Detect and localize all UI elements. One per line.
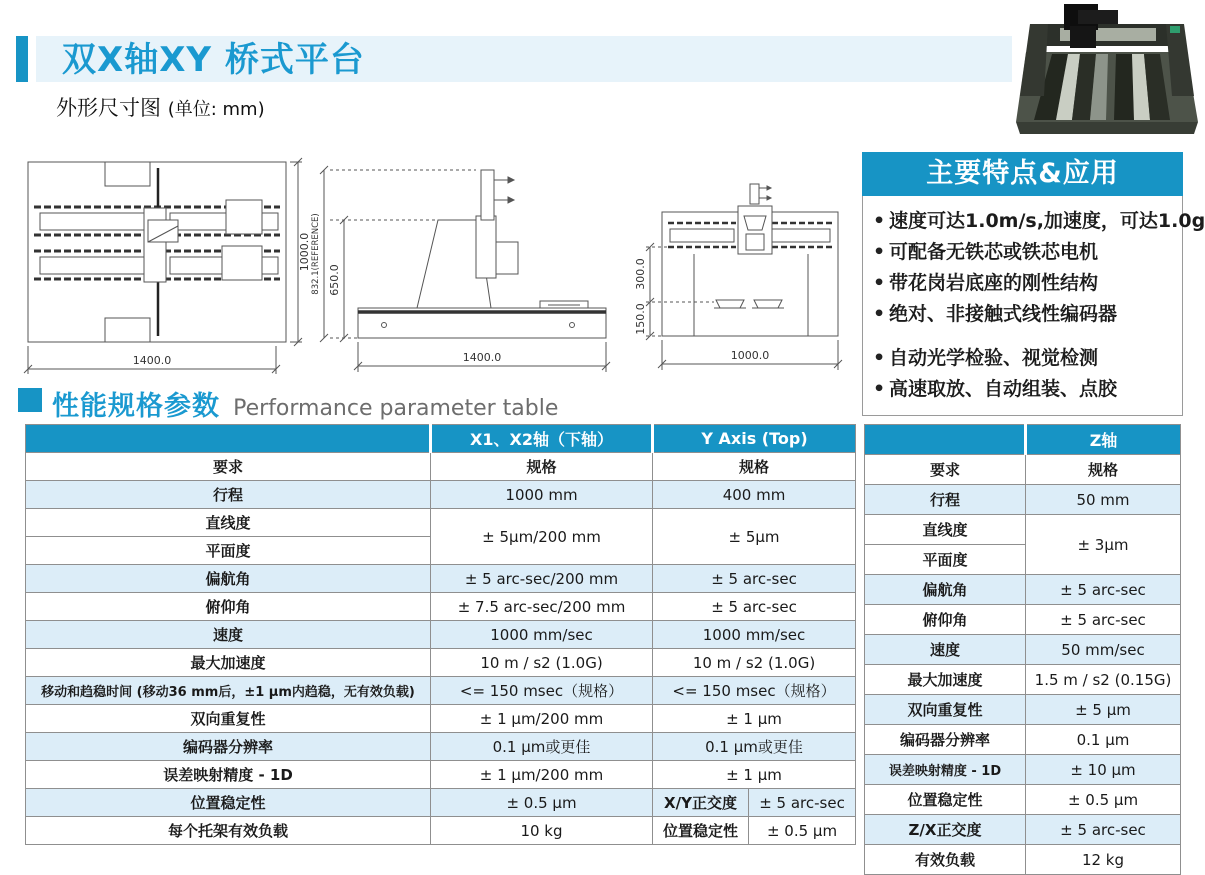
feature-text: 自动光学检验、视觉检测 bbox=[889, 347, 1099, 369]
caption-text: 外形尺寸图 bbox=[56, 96, 161, 120]
row-label: 编码器分辨率 bbox=[26, 733, 431, 761]
row-label: Z/X正交度 bbox=[865, 815, 1026, 845]
row-label: 有效负载 bbox=[865, 845, 1026, 875]
row-label: 编码器分辨率 bbox=[865, 725, 1026, 755]
bullet-icon: • bbox=[873, 378, 886, 400]
features-body bbox=[862, 196, 1205, 416]
features-header: 主要特点&应用 bbox=[862, 152, 1183, 196]
row-label: 位置稳定性 bbox=[865, 785, 1026, 815]
top-view-width-dim: 1400.0 bbox=[132, 354, 172, 367]
z-value: ± 5 arc-sec bbox=[1026, 605, 1181, 635]
feature-item bbox=[873, 299, 1176, 330]
y-sub-value: ± 5 arc-sec bbox=[749, 789, 856, 817]
feature-text: 绝对、非接触式线性编码器 bbox=[889, 303, 1118, 325]
feature-text: 高速取放、自动组装、点胶 bbox=[889, 378, 1118, 400]
table-row-speed bbox=[865, 635, 1181, 665]
feature-item bbox=[873, 206, 1205, 237]
feature-item bbox=[873, 237, 1176, 268]
bullet-icon: • bbox=[873, 303, 886, 325]
table-subheader-row bbox=[26, 453, 856, 481]
feature-text: 带花岗岩底座的刚性结构 bbox=[889, 272, 1099, 294]
x-value: 1000 mm bbox=[431, 481, 653, 509]
header-blank-cell bbox=[26, 425, 431, 453]
table-row-yaw bbox=[865, 575, 1181, 605]
section-title-en: Performance parameter table bbox=[233, 396, 559, 421]
y-value: ± 1 μm bbox=[653, 761, 856, 789]
table-row-travel bbox=[26, 481, 856, 509]
performance-table-xy bbox=[25, 424, 856, 845]
performance-table-z bbox=[864, 424, 1181, 875]
y-value: ± 5 arc-sec bbox=[653, 593, 856, 621]
front-view-ref-dim: 832.1(REFERENCE) bbox=[311, 213, 321, 295]
feature-item bbox=[873, 343, 1176, 374]
y-value: ± 1 μm bbox=[653, 705, 856, 733]
row-label: 每个托架有效负载 bbox=[26, 817, 431, 845]
table-row-pitch bbox=[865, 605, 1181, 635]
section-title-cn: 性能规格参数 bbox=[52, 391, 220, 422]
table-row-settle bbox=[26, 677, 856, 705]
bullet-icon: • bbox=[873, 210, 886, 232]
y-value: 0.1 μm或更佳 bbox=[653, 733, 856, 761]
feature-text: 可配备无铁芯或铁芯电机 bbox=[889, 241, 1099, 263]
z-value: 50 mm bbox=[1026, 485, 1181, 515]
table-row-payload bbox=[26, 817, 856, 845]
z-value: 0.1 μm bbox=[1026, 725, 1181, 755]
header-y-axis: Y Axis (Top) bbox=[653, 425, 856, 453]
table-header-row bbox=[865, 425, 1181, 455]
table-header-row bbox=[26, 425, 856, 453]
row-label: 偏航角 bbox=[865, 575, 1026, 605]
y-sub-label: 位置稳定性 bbox=[653, 817, 749, 845]
x-value: <= 150 msec（规格） bbox=[431, 677, 653, 705]
front-view-width-dim: 1400.0 bbox=[462, 351, 502, 364]
y-value: ± 5 arc-sec bbox=[653, 565, 856, 593]
row-label: 平面度 bbox=[865, 545, 1026, 575]
features-box bbox=[862, 152, 1205, 416]
table-row-speed bbox=[26, 621, 856, 649]
table-row-accel bbox=[865, 665, 1181, 695]
table-row-errmap bbox=[865, 755, 1181, 785]
row-label: 最大加速度 bbox=[26, 649, 431, 677]
gantry-machine-photo bbox=[1012, 0, 1200, 138]
row-label: 双向重复性 bbox=[26, 705, 431, 733]
table-row-errmap bbox=[26, 761, 856, 789]
bullet-icon: • bbox=[873, 272, 886, 294]
x-value: 10 kg bbox=[431, 817, 653, 845]
dimension-drawing-caption bbox=[56, 92, 265, 122]
z-value: ± 5 μm bbox=[1026, 695, 1181, 725]
x-value: 0.1 μm或更佳 bbox=[431, 733, 653, 761]
table-row-pitch bbox=[26, 593, 856, 621]
row-label: 速度 bbox=[26, 621, 431, 649]
y-sub-label: X/Y正交度 bbox=[653, 789, 749, 817]
bullet-icon: • bbox=[873, 241, 886, 263]
z-value: 50 mm/sec bbox=[1026, 635, 1181, 665]
header-x1x2-axis: X1、X2轴（下轴） bbox=[431, 425, 653, 453]
row-label: 位置稳定性 bbox=[26, 789, 431, 817]
x-value: ± 5μm/200 mm bbox=[431, 509, 653, 565]
front-view-drawing bbox=[300, 150, 630, 382]
table-row-repeat bbox=[865, 695, 1181, 725]
header-blank-cell bbox=[865, 425, 1026, 455]
table-row-payload bbox=[865, 845, 1181, 875]
caption-unit-note: (单位: mm) bbox=[167, 99, 265, 120]
row-label: 偏航角 bbox=[26, 565, 431, 593]
feature-group-gap bbox=[873, 330, 1176, 343]
spec-header-cell: 规格 bbox=[1026, 455, 1181, 485]
feature-item bbox=[873, 374, 1176, 405]
x-value: 1000 mm/sec bbox=[431, 621, 653, 649]
row-label: 速度 bbox=[865, 635, 1026, 665]
row-label: 俯仰角 bbox=[865, 605, 1026, 635]
row-label: 平面度 bbox=[26, 537, 431, 565]
z-value: ± 0.5 μm bbox=[1026, 785, 1181, 815]
row-label: 俯仰角 bbox=[26, 593, 431, 621]
row-label: 直线度 bbox=[26, 509, 431, 537]
z-value: 1.5 m / s2 (0.15G) bbox=[1026, 665, 1181, 695]
z-value: ± 10 μm bbox=[1026, 755, 1181, 785]
x-value: 10 m / s2 (1.0G) bbox=[431, 649, 653, 677]
x-value: ± 0.5 μm bbox=[431, 789, 653, 817]
z-value: 12 kg bbox=[1026, 845, 1181, 875]
y-value: 400 mm bbox=[653, 481, 856, 509]
spec-header-cell: 规格 bbox=[431, 453, 653, 481]
z-value: ± 5 arc-sec bbox=[1026, 815, 1181, 845]
table-row-repeat bbox=[26, 705, 856, 733]
table-row-accel bbox=[26, 649, 856, 677]
top-view-height-dim: 1000.0 bbox=[298, 232, 311, 272]
feature-text: 速度可达1.0m/s,加速度，可达1.0g bbox=[889, 210, 1205, 232]
y-value: <= 150 msec（规格） bbox=[653, 677, 856, 705]
row-label: 双向重复性 bbox=[865, 695, 1026, 725]
section-title bbox=[52, 384, 558, 423]
y-value: 1000 mm/sec bbox=[653, 621, 856, 649]
table-row-straightness bbox=[26, 509, 856, 537]
top-view-drawing bbox=[20, 150, 310, 382]
side-view-lower-dim: 150.0 bbox=[634, 303, 647, 335]
z-value: ± 3μm bbox=[1026, 515, 1181, 575]
table-row-travel bbox=[865, 485, 1181, 515]
row-label: 最大加速度 bbox=[865, 665, 1026, 695]
side-view-upper-dim: 300.0 bbox=[634, 258, 647, 290]
row-label: 行程 bbox=[865, 485, 1026, 515]
side-view-drawing bbox=[620, 150, 870, 382]
x-value: ± 1 μm/200 mm bbox=[431, 761, 653, 789]
row-label: 直线度 bbox=[865, 515, 1026, 545]
spec-header-cell: 规格 bbox=[653, 453, 856, 481]
row-label: 误差映射精度 - 1D bbox=[865, 755, 1026, 785]
x-value: ± 7.5 arc-sec/200 mm bbox=[431, 593, 653, 621]
row-label: 行程 bbox=[26, 481, 431, 509]
table-row-encoder bbox=[865, 725, 1181, 755]
y-value: ± 5μm bbox=[653, 509, 856, 565]
product-photo bbox=[1012, 0, 1200, 138]
z-value: ± 5 arc-sec bbox=[1026, 575, 1181, 605]
x-value: ± 5 arc-sec/200 mm bbox=[431, 565, 653, 593]
table-subheader-row bbox=[865, 455, 1181, 485]
table-row-yaw bbox=[26, 565, 856, 593]
table-row-stability bbox=[865, 785, 1181, 815]
row-label: 移动和趋稳时间 (移动36 mm后，±1 μm内趋稳，无有效负载) bbox=[26, 677, 431, 705]
req-header-cell: 要求 bbox=[865, 455, 1026, 485]
table-row-stability bbox=[26, 789, 856, 817]
table-row-encoder bbox=[26, 733, 856, 761]
feature-item bbox=[873, 268, 1176, 299]
row-label: 误差映射精度 - 1D bbox=[26, 761, 431, 789]
x-value: ± 1 μm/200 mm bbox=[431, 705, 653, 733]
req-header-cell: 要求 bbox=[26, 453, 431, 481]
table-row-ortho bbox=[865, 815, 1181, 845]
bullet-icon: • bbox=[873, 347, 886, 369]
y-sub-value: ± 0.5 μm bbox=[749, 817, 856, 845]
side-view-width-dim: 1000.0 bbox=[730, 349, 770, 362]
header-z-axis: Z轴 bbox=[1026, 425, 1181, 455]
y-value: 10 m / s2 (1.0G) bbox=[653, 649, 856, 677]
title-accent-bar bbox=[16, 36, 28, 82]
section-square-icon bbox=[18, 388, 42, 412]
front-view-height-dim: 650.0 bbox=[328, 264, 341, 296]
table-row-straightness bbox=[865, 515, 1181, 545]
page-title: 双X轴XY 桥式平台 bbox=[62, 40, 365, 80]
